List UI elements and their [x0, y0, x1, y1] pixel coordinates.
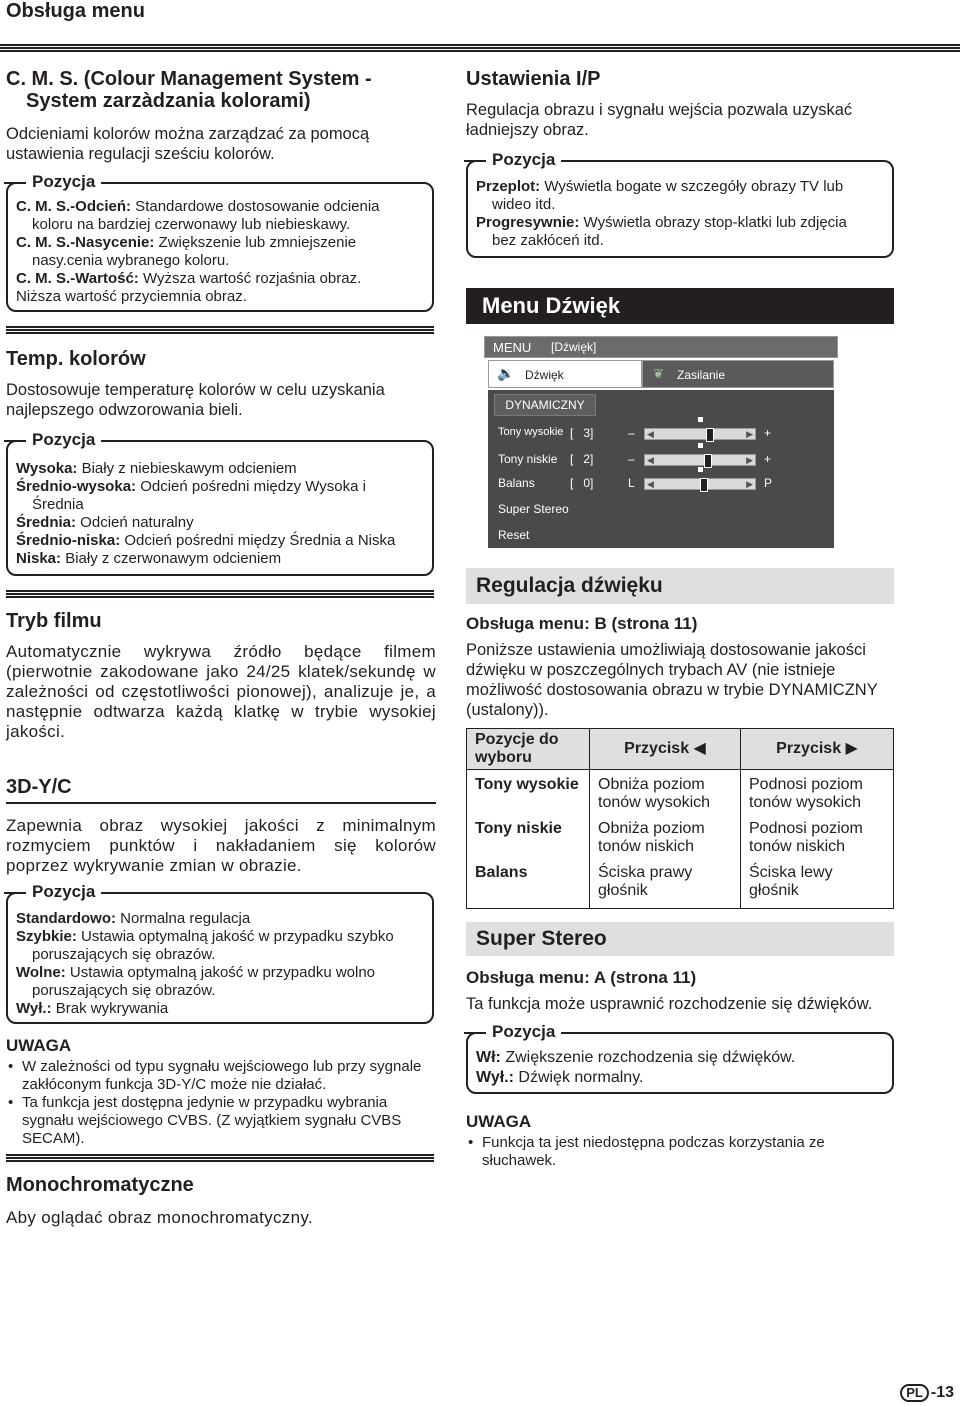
- cms-item-key: C. M. S.-Nasycenie:: [16, 234, 155, 251]
- osd-row-max: +: [764, 452, 772, 466]
- io-title: Ustawienia I/P: [466, 68, 601, 90]
- cms-item-cont: nasy.cenia wybranego koloru.: [32, 252, 230, 269]
- slider-knob[interactable]: [706, 428, 714, 442]
- temp-item-text: Biały z niebieskawym odcieniem: [77, 460, 297, 477]
- io-item-text: Wyświetla bogate w szczegóły obrazy TV lub: [540, 178, 844, 195]
- osd-row-label: Balans: [498, 476, 535, 490]
- arrow-left-icon: ◀: [647, 455, 654, 465]
- table-cell: Obniża poziom tonów wysokich: [590, 770, 741, 815]
- header-rule: [0, 44, 960, 52]
- super-stereo-item-text: Dźwięk normalny.: [513, 1069, 644, 1086]
- osd-row-value: [ 0]: [570, 476, 594, 490]
- io-item-key: Przeplot:: [476, 178, 541, 195]
- temp-box-label: Pozycja: [26, 430, 101, 450]
- temp-item-cont: Średnia: [32, 496, 84, 513]
- slider-center-mark: [698, 417, 703, 422]
- yc-item-cont: poruszających się obrazów.: [32, 982, 216, 999]
- yc-item-key: Standardowo:: [16, 910, 116, 927]
- temp-item-text: Odcień naturalny: [76, 514, 194, 531]
- yc-item-key: Wył.:: [16, 1000, 52, 1017]
- slider-center-mark: [698, 467, 703, 472]
- temp-options: [16, 460, 426, 568]
- table-row: [467, 858, 894, 909]
- yc-section: [6, 776, 436, 876]
- table-header: Pozycje do wyboru: [467, 729, 590, 770]
- mono-text: Aby oglądać obraz monochromatyczny.: [6, 1208, 313, 1227]
- table-cell: Ściska prawy głośnik: [590, 858, 741, 909]
- page-number: -13: [930, 1384, 954, 1401]
- yc-note: [6, 1036, 436, 1148]
- yc-item-key: Wolne:: [16, 964, 66, 981]
- yc-rule: [6, 802, 436, 804]
- arrow-left-icon: ◀: [647, 479, 654, 489]
- osd-row-label: Reset: [498, 528, 530, 542]
- yc-item-key: Szybkie:: [16, 928, 77, 945]
- yc-item-cont: poruszających się obrazów.: [32, 946, 216, 963]
- super-stereo-note-item: • Funkcja ta jest niedostępna podczas korzystania ze słuchawek.: [466, 1134, 896, 1170]
- film-rule: [6, 590, 434, 598]
- cms-item-key: C. M. S.-Wartość:: [16, 270, 139, 287]
- osd-tab-zasilanie[interactable]: [642, 360, 834, 388]
- arrow-right-icon: ▶: [746, 455, 753, 465]
- io-item-cont: wideo itd.: [492, 196, 556, 213]
- table-row: [467, 814, 894, 858]
- film-section: [6, 610, 436, 742]
- yc-item-text: Ustawia optymalną jakość w przypadku szybko: [76, 928, 394, 945]
- super-stereo-box-label: Pozycja: [486, 1022, 561, 1042]
- yc-item-text: Brak wykrywania: [51, 1000, 169, 1017]
- cms-item-cont: Niższa wartość przyciemnia obraz.: [16, 288, 247, 305]
- table-cell: Balans: [467, 858, 590, 909]
- slider-knob[interactable]: [704, 454, 712, 468]
- mono-title: Monochromatyczne: [6, 1174, 194, 1196]
- sound-osd-menu: [484, 336, 838, 548]
- yc-options-box: [6, 882, 434, 1024]
- page-title: Obsługa menu: [6, 0, 145, 22]
- io-section: [466, 68, 896, 140]
- osd-row-min: –: [628, 452, 635, 466]
- table-cell: Tony wysokie: [467, 770, 590, 815]
- speaker-icon: 🔉: [497, 365, 515, 381]
- temp-title: Temp. kolorów: [6, 348, 146, 370]
- table-row: [467, 770, 894, 815]
- arrow-right-icon: ▶: [746, 429, 753, 439]
- io-item-cont: bez zakłóceń itd.: [492, 232, 604, 249]
- osd-menu-label: MENU: [493, 340, 532, 355]
- sound-adj-intro: Poniższe ustawienia umożliwiają dostosowanie jakości dźwięku w poszczególnych trybach AV (nie istnieje możliwość dostosowania obrazu w trybie DYNAMICZNY (ustalony)).: [466, 641, 878, 719]
- table-cell: Ściska lewy głośnik: [741, 858, 894, 909]
- arrow-left-icon: ◀: [647, 429, 654, 439]
- temp-item-key: Średnio-niska:: [16, 532, 121, 549]
- table-cell: Podnosi poziom tonów wysokich: [741, 770, 894, 815]
- osd-row-bass[interactable]: [498, 452, 828, 472]
- io-options: [476, 178, 886, 250]
- leaf-icon: ❦: [653, 366, 664, 381]
- super-stereo-item-key: Wył.:: [476, 1069, 514, 1086]
- slider-knob[interactable]: [700, 478, 708, 492]
- osd-row-reset[interactable]: [498, 528, 828, 548]
- cms-box-label: Pozycja: [26, 172, 101, 192]
- temp-options-box: [6, 430, 434, 576]
- yc-box-label: Pozycja: [26, 882, 101, 902]
- film-title: Tryb filmu: [6, 610, 102, 632]
- osd-row-treble[interactable]: [498, 426, 828, 446]
- yc-note-item: • W zależności od typu sygnału wejściowego lub przy sygnale zakłóconym funkcja 3D-Y/C może nie działać.: [6, 1058, 436, 1094]
- io-item-text: Wyświetla obrazy stop-klatki lub zdjęcia: [579, 214, 847, 231]
- temp-section: [6, 348, 436, 420]
- film-text: Automatycznie wykrywa źródło będące filmem (pierwotnie zakodowane jako 24/25 klatek/sekundę w zależności od częstotliwości pionowej), analizuje je, a następnie odtwarza każdą klatkę w trybie wysokiej jakości.: [6, 642, 436, 741]
- osd-row-label: Tony niskie: [498, 452, 558, 466]
- temp-item-text: Biały z czerwonawym odcieniem: [61, 550, 282, 567]
- osd-row-max: P: [764, 476, 773, 490]
- table-header: Przycisk ◀: [590, 729, 741, 770]
- cms-item-text: Wyższa wartość rozjaśnia obraz.: [138, 270, 362, 287]
- cms-item-text: Standardowe dostosowanie odcienia: [131, 198, 380, 215]
- super-stereo-heading: Super Stereo: [466, 922, 894, 956]
- temp-item-key: Niska:: [16, 550, 62, 567]
- cms-options-box: [6, 172, 434, 312]
- cms-title-1: C. M. S. (Colour Management System -: [6, 68, 372, 90]
- osd-row-super-stereo[interactable]: [498, 502, 828, 522]
- cms-options: [16, 198, 426, 306]
- cms-title-2: System zarzàdzania kolorami): [26, 90, 311, 112]
- table-cell: Podnosi poziom tonów niskich: [741, 814, 894, 858]
- yc-item-text: Normalna regulacja: [116, 910, 251, 927]
- super-stereo-options-box: [466, 1022, 894, 1094]
- cms-item-key: C. M. S.-Odcień:: [16, 198, 132, 215]
- temp-item-key: Wysoka:: [16, 460, 78, 477]
- lang-badge: PL: [900, 1384, 929, 1402]
- osd-row-label: Tony wysokie: [498, 426, 564, 438]
- osd-menu-path: [Dźwięk]: [551, 340, 597, 354]
- osd-row-min: –: [628, 426, 635, 440]
- temp-intro: Dostosowuje temperaturę kolorów w celu uzyskania najlepszego odwzorowania bieli.: [6, 381, 385, 419]
- slider-center-mark: [698, 443, 703, 448]
- super-stereo-item-text: Zwiększenie rozchodzenia się dźwięków.: [500, 1049, 796, 1066]
- super-stereo-note: [466, 1112, 896, 1170]
- osd-row-value: [ 2]: [570, 452, 594, 466]
- cms-item-text: Zwiększenie lub zmniejszenie: [154, 234, 357, 251]
- osd-slider[interactable]: [644, 428, 756, 440]
- page-footer: [900, 1384, 954, 1402]
- table-cell: Tony niskie: [467, 814, 590, 858]
- super-stereo-intro: Ta funkcja może usprawnić rozchodzenie się dźwięków.: [466, 995, 873, 1013]
- osd-tab-dzwiek[interactable]: [488, 360, 642, 388]
- osd-row-max: +: [764, 426, 772, 440]
- sound-adj-section: [466, 614, 896, 720]
- super-stereo-subtitle: Obsługa menu: A (strona 11): [466, 968, 697, 987]
- sound-adj-table: [466, 728, 894, 909]
- table-cell: Obniża poziom tonów niskich: [590, 814, 741, 858]
- osd-tabs: [488, 360, 834, 388]
- temp-item-text: Odcień pośredni między Wysoka i: [136, 478, 366, 495]
- mono-section: [6, 1174, 436, 1228]
- io-box-label: Pozycja: [486, 150, 561, 170]
- osd-slider[interactable]: [644, 478, 756, 490]
- osd-panel: [488, 390, 834, 548]
- osd-row-min: L: [628, 476, 635, 490]
- yc-note-title: UWAGA: [6, 1036, 72, 1055]
- super-stereo-item-key: Wł:: [476, 1049, 501, 1066]
- osd-tab-label: Dźwięk: [525, 368, 564, 382]
- temp-item-text: Odcień pośredni między Średnia a Niska: [120, 532, 396, 549]
- table-header: Przycisk ▶: [741, 729, 894, 770]
- temp-item-key: Średnio-wysoka:: [16, 478, 137, 495]
- osd-mode[interactable]: DYNAMICZNY: [494, 394, 596, 416]
- osd-tab-label: Zasilanie: [677, 368, 726, 382]
- io-intro: Regulacja obrazu i sygnału wejścia pozwala uzyskać ładniejszy obraz.: [466, 101, 853, 139]
- osd-slider[interactable]: [644, 454, 756, 466]
- osd-row-label: Super Stereo: [498, 502, 569, 516]
- super-stereo-options: [476, 1048, 886, 1088]
- arrow-right-icon: ▶: [746, 479, 753, 489]
- sound-adj-subtitle: Obsługa menu: B (strona 11): [466, 614, 698, 633]
- super-stereo-section: [466, 968, 896, 1014]
- io-options-box: [466, 150, 894, 258]
- yc-options: [16, 910, 426, 1018]
- cms-item-cont: koloru na bardziej czerwonawy lub niebieskawy.: [32, 216, 351, 233]
- super-stereo-note-title: UWAGA: [466, 1112, 532, 1131]
- table-header-row: [467, 729, 894, 770]
- cms-intro: Odcieniami kolorów można zarządzać za pomocą ustawienia regulacji sześciu kolorów.: [6, 125, 370, 163]
- mono-rule: [6, 1154, 434, 1162]
- temp-item-key: Średnia:: [16, 514, 77, 531]
- osd-row-balance[interactable]: [498, 476, 828, 496]
- menu-sound-heading: Menu Dźwięk: [466, 288, 894, 324]
- osd-row-value: [ 3]: [570, 426, 594, 440]
- yc-item-text: Ustawia optymalną jakość w przypadku wolno: [65, 964, 376, 981]
- yc-text: Zapewnia obraz wysokiej jakości z minimalnym rozmyciem punktów i nakładaniem się kolorów poprzez wykrywanie zmian w obrazie.: [6, 816, 436, 875]
- io-item-key: Progresywnie:: [476, 214, 580, 231]
- yc-note-item: • Ta funkcja jest dostępna jedynie w przypadku wybrania sygnału wejściowego CVBS. (Z wyjątkiem sygnału CVBS SECAM).: [6, 1094, 436, 1148]
- cms-section: [6, 68, 436, 164]
- temp-rule: [6, 326, 434, 334]
- sound-adj-heading: Regulacja dźwięku: [466, 568, 894, 604]
- osd-menu-bar: [484, 336, 838, 358]
- yc-title: 3D-Y/C: [6, 776, 72, 798]
